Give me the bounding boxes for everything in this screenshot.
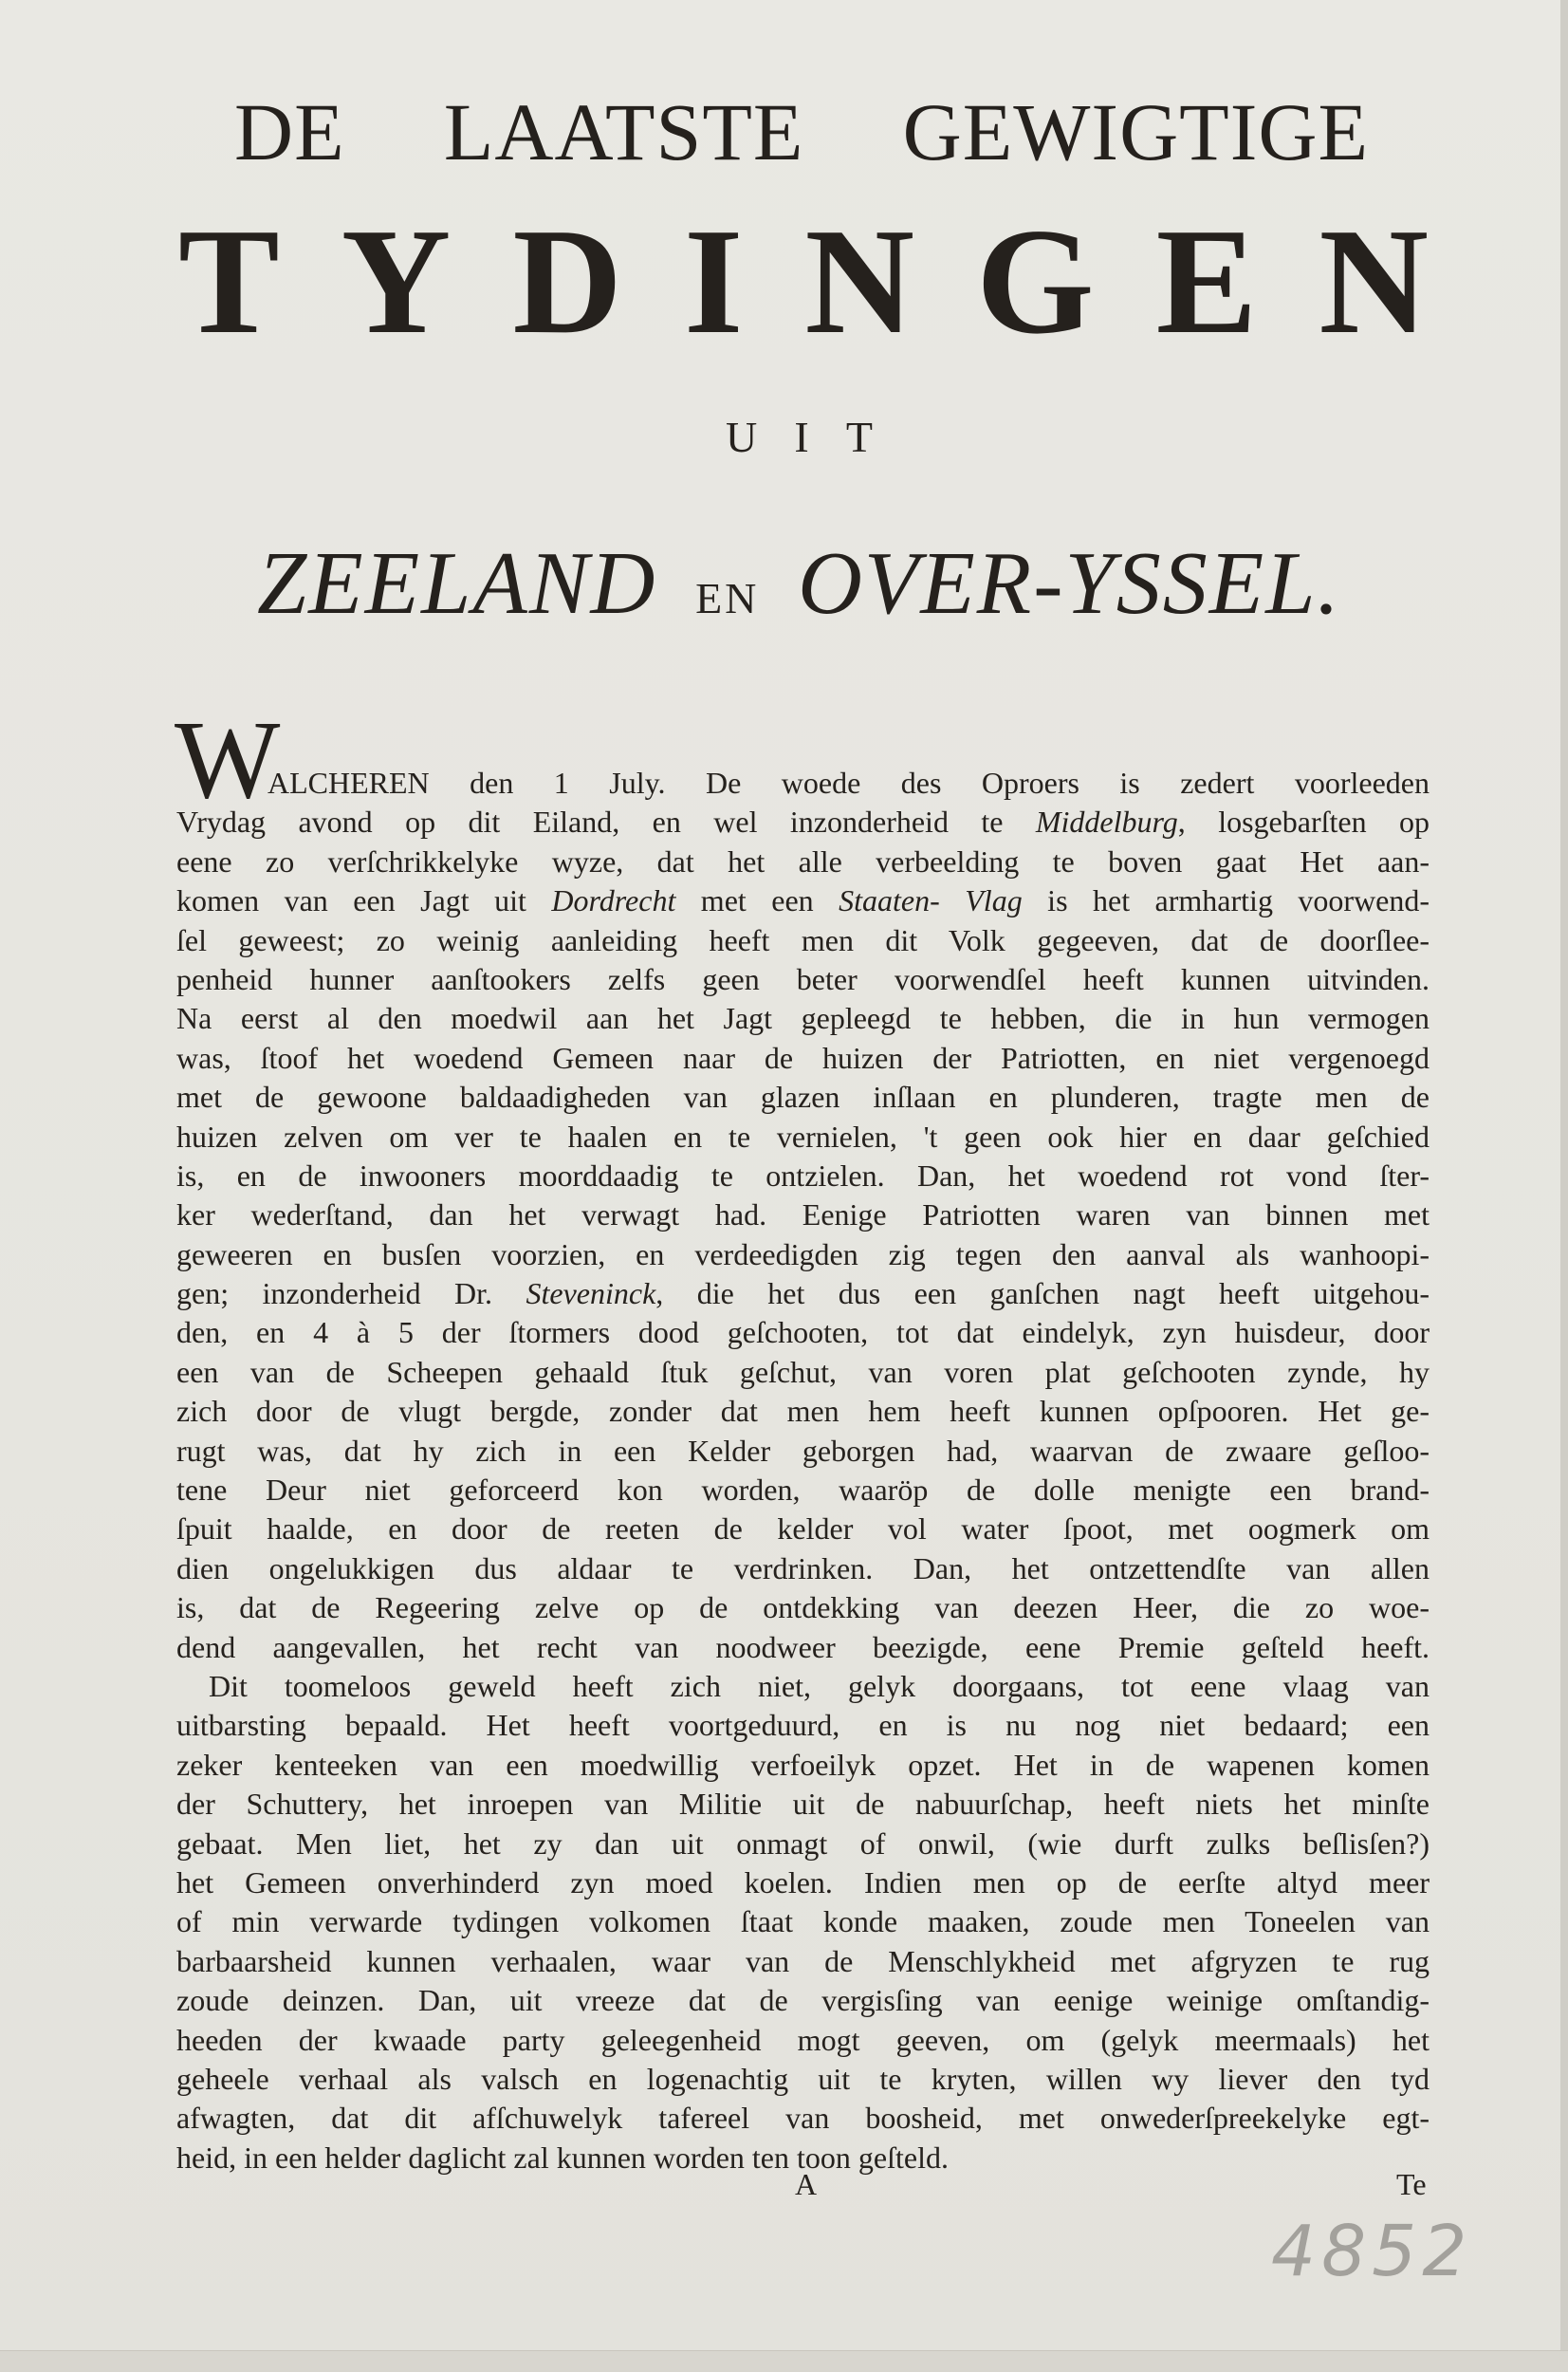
text-segment: der Schuttery, het inroepen van Militie uit de nabuurſchap, heeft niets het minſte	[176, 1787, 1430, 1822]
text-segment: komen van een Jagt uit	[176, 883, 552, 918]
text-line	[176, 1235, 1430, 1274]
page-edge-right	[1560, 0, 1568, 2372]
text-line	[176, 1274, 1430, 1313]
text-segment: zoude deinzen. Dan, uit vreeze dat de vergisſing van eenige weinige omſtandig-	[176, 1983, 1430, 2018]
text-segment: afwagten, dat dit afſchuwelyk tafereel van boosheid, met onwederſpreekelyke egt-	[176, 2101, 1430, 2136]
title-word: LAATSTE	[443, 86, 804, 177]
text-segment: eene zo verſchrikkelyke wyze, dat het alle verbeelding te boven gaat Het aan-	[176, 843, 1430, 879]
text-line	[176, 1392, 1430, 1431]
italic-name: Dordrecht	[551, 883, 676, 918]
text-segment: ker wederſtand, dan het verwagt had. Eenige Patriotten waren van binnen met	[176, 1197, 1430, 1232]
text-line	[176, 1078, 1430, 1117]
title-overyssel: OVER-YSSEL.	[798, 534, 1341, 633]
text-segment: ſpuit haalde, en door de reeten de kelder vol water ſpoot, met oogmerk om	[176, 1511, 1430, 1547]
text-segment: was, ſtoof het woedend Gemeen naar de huizen der Patriotten, en niet vergenoegd	[176, 1040, 1430, 1075]
text-segment: ſel geweest; zo weinig aanleiding heeft men dit Volk gegeeven, dat de doorſlee-	[176, 922, 1430, 957]
text-line	[176, 1942, 1430, 1981]
title-uit	[726, 413, 873, 461]
text-segment: gebaat. Men liet, het zy dan uit onmagt of onwil, (wie durft zulks beſlisſen?)	[176, 1825, 1430, 1861]
title-letter: U	[726, 413, 758, 461]
title-letter: D	[512, 196, 622, 365]
text-line	[176, 1039, 1430, 1078]
text-line	[176, 1510, 1430, 1548]
title-line-1	[234, 86, 1369, 177]
title-en: EN	[695, 574, 760, 622]
italic-name: Staaten- Vlag	[839, 883, 1023, 918]
title-letter: G	[976, 196, 1095, 365]
text-segment: Na eerst al den moedwil aan het Jagt gepleegd te hebben, die in hun vermogen	[176, 1001, 1430, 1036]
text-line	[176, 960, 1430, 999]
text-segment: den, en 4 à 5 der ſtormers dood geſchooten, tot dat eindelyk, zyn huisdeur, door	[176, 1315, 1430, 1350]
text-segment: , die het dus een ganſchen nagt heeft uitgehou-	[655, 1276, 1430, 1311]
text-segment: een van de Scheepen gehaald ſtuk geſchut, van voren plat geſchooten zynde, hy	[176, 1354, 1430, 1389]
text-segment: gen; inzonderheid Dr.	[176, 1276, 526, 1311]
text-line	[176, 2060, 1430, 2099]
text-line	[176, 1471, 1430, 1510]
text-segment: Vrydag avond op dit Eiland, en wel inzonderheid te	[176, 805, 1036, 840]
text-segment: is, en de inwooners moorddaadig te ontzielen. Dan, het woedend rot vond ſter-	[176, 1158, 1430, 1193]
text-segment: uitbarsting bepaald. Het heeft voortgeduurd, en is nu nog niet bedaard; een	[176, 1708, 1430, 1743]
drop-cap: W	[175, 697, 281, 822]
text-segment: geheele verhaal als valsch en logenachtig uit te kryten, willen wy liever den tyd	[176, 2061, 1430, 2096]
text-line	[176, 1549, 1430, 1588]
title-letter: I	[794, 413, 809, 461]
title-letter: T	[178, 196, 280, 365]
text-line	[176, 1313, 1430, 1352]
text-segment: ALCHEREN den 1 July. De woede des Oproers is zedert voorleeden	[267, 766, 1430, 800]
text-line	[176, 999, 1430, 1038]
text-segment: zeker kenteeken van een moedwillig verfoeilyk opzet. Het in de wapenen komen	[176, 1747, 1430, 1782]
italic-name: Steveninck	[526, 1276, 656, 1311]
text-segment: huizen zelven om ver te haalen en te vernielen, 't geen ook hier en daar geſchied	[176, 1119, 1430, 1154]
text-segment: zich door de vlugt bergde, zonder dat men hem heeft kunnen opſpooren. Het ge-	[176, 1394, 1430, 1429]
text-segment: geweeren en busſen voorzien, en verdeedigden zig tegen den aanval als wanhoopi-	[176, 1236, 1430, 1271]
title-letter: E	[1155, 196, 1258, 365]
title-letter: N	[804, 196, 914, 365]
italic-name: Middelburg	[1035, 805, 1178, 840]
text-line	[176, 843, 1430, 881]
text-line	[176, 2021, 1430, 2060]
text-segment: tene Deur niet geforceerd kon worden, waaröp de dolle menigte een brand-	[176, 1473, 1430, 1508]
title-letter: T	[845, 413, 873, 461]
text-segment: met een	[675, 883, 839, 918]
text-line	[176, 1118, 1430, 1157]
title-letter: Y	[341, 196, 452, 365]
text-segment: penheid hunner aanſtookers zelfs geen beter voorwendſel heeft kunnen uitvinden.	[176, 961, 1430, 996]
text-segment: heeden der kwaade party geleegenheid mogt geeven, om (gelyk meermaals) het	[176, 2022, 1430, 2057]
text-segment: of min verwarde tydingen volkomen ſtaat konde maaken, zoude men Toneelen van	[176, 1904, 1430, 1939]
text-line	[176, 1628, 1430, 1667]
text-line	[176, 1157, 1430, 1195]
text-segment: met de gewoone baldaadigheden van glazen inſlaan en plunderen, tragte men de	[176, 1080, 1430, 1115]
text-line	[176, 1588, 1430, 1627]
title-tydingen	[178, 196, 1429, 365]
text-segment: dend aangevallen, het recht van noodweer beezigde, eene Premie geſteld heeft.	[176, 1629, 1430, 1664]
body-text	[176, 764, 1430, 2177]
text-line	[176, 1195, 1430, 1234]
signature-mark: A	[795, 2167, 818, 2201]
text-line	[176, 1785, 1430, 1824]
text-line	[176, 1746, 1430, 1785]
text-segment: Dit toomeloos geweld heeft zich niet, gelyk doorgaans, tot eene vlaag van	[209, 1668, 1430, 1703]
text-line	[176, 803, 1430, 842]
text-line	[176, 1432, 1430, 1471]
text-line	[176, 881, 1430, 920]
title-letter: I	[684, 196, 744, 365]
text-line	[176, 1825, 1430, 1863]
text-line	[176, 921, 1430, 960]
text-line	[267, 764, 1430, 803]
text-segment: is, dat de Regeering zelve op de ontdekking van deezen Heer, die zo woe-	[176, 1590, 1430, 1625]
title-word: GEWIGTIGE	[902, 86, 1369, 177]
pencil-inventory-number: 4852	[1271, 2211, 1473, 2292]
catchword: Te	[1396, 2167, 1427, 2201]
text-segment: is het armhartig voorwend-	[1022, 883, 1430, 918]
text-line	[176, 1706, 1430, 1745]
text-segment: dien ongelukkigen dus aldaar te verdrinken. Dan, het ontzettendſte van allen	[176, 1550, 1430, 1585]
title-provinces	[257, 534, 1341, 643]
text-line	[176, 2099, 1430, 2138]
title-zeeland: ZEELAND	[257, 534, 657, 633]
text-line	[209, 1667, 1430, 1706]
text-segment: rugt was, dat hy zich in een Kelder geborgen had, waarvan de zwaare geſloo-	[176, 1433, 1430, 1468]
text-line	[176, 1981, 1430, 2020]
text-segment: , losgebarſten op	[1177, 805, 1430, 840]
text-segment: barbaarsheid kunnen verhaalen, waar van de Menschlykheid met afgryzen te rug	[176, 1943, 1430, 1978]
title-letter: N	[1319, 196, 1429, 365]
text-line	[176, 1353, 1430, 1392]
page-edge-bottom	[0, 2350, 1568, 2372]
text-line	[176, 1902, 1430, 1941]
text-segment: heid, in een helder daglicht zal kunnen worden ten toon geſteld.	[176, 2140, 949, 2175]
title-word: DE	[234, 86, 345, 177]
text-line	[176, 1863, 1430, 1902]
text-segment: het Gemeen onverhinderd zyn moed koelen. Indien men op de eerſte altyd meer	[176, 1864, 1430, 1899]
